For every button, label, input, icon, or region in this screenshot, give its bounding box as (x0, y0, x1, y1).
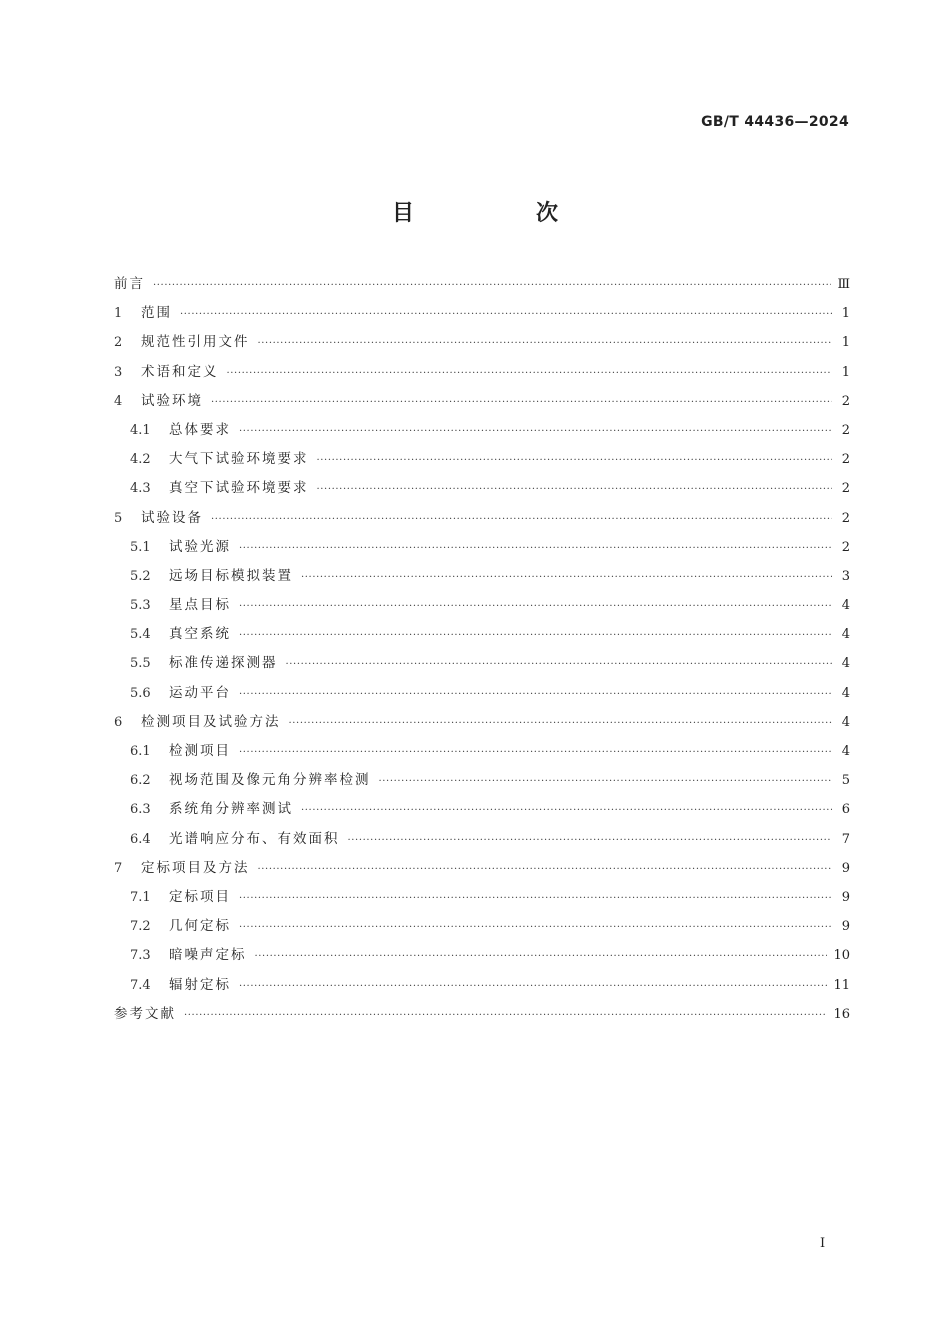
toc-entry-page: 16 (833, 1006, 850, 1022)
toc-entry-label: 真空下试验环境要求 (169, 480, 309, 497)
toc-entry-page: 5 (841, 773, 850, 789)
toc-entry-2[interactable] (114, 328, 850, 357)
toc-entry-number: 5.6 (130, 685, 151, 701)
dot-leader (180, 300, 832, 328)
toc-entry-label: 总体要求 (169, 421, 231, 438)
toc-entry-4-3[interactable] (114, 474, 850, 503)
toc-entry-page: 3 (841, 568, 850, 584)
dot-leader (348, 826, 833, 854)
toc-entry-label: 几何定标 (169, 918, 231, 935)
toc-entry-page: 7 (841, 831, 850, 847)
page-title: 目 次 (391, 201, 608, 226)
toc-entry-foreword[interactable] (114, 270, 850, 299)
toc-entry-6-1[interactable] (114, 737, 850, 766)
toc-entry-page: 10 (833, 948, 850, 964)
toc-entry-number: 6.2 (130, 773, 151, 789)
toc-entry-page: 6 (841, 802, 850, 818)
table-of-contents (114, 270, 850, 1029)
toc-entry-number: 4.3 (130, 481, 151, 497)
toc-entry-page: 4 (841, 656, 850, 672)
standard-code: GB/T 44436—2024 (701, 114, 849, 130)
toc-entry-label: 运动平台 (169, 684, 231, 701)
dot-leader (239, 972, 827, 1000)
toc-entry-5-4[interactable] (114, 620, 850, 649)
toc-entry-page: 4 (841, 598, 850, 614)
toc-entry-number: 2 (114, 335, 123, 351)
toc-entry-page: 9 (841, 919, 850, 935)
dot-leader (227, 359, 833, 387)
dot-leader (239, 621, 832, 649)
toc-entry-page: Ⅲ (837, 277, 850, 292)
toc-entry-4[interactable] (114, 387, 850, 416)
toc-entry-number: 4 (114, 393, 123, 409)
dot-leader (255, 942, 828, 970)
toc-entry-label: 试验设备 (141, 509, 203, 526)
toc-entry-page: 2 (841, 481, 850, 497)
toc-entry-number: 4.2 (130, 452, 151, 468)
toc-entry-3[interactable] (114, 358, 850, 387)
dot-leader (211, 388, 832, 416)
toc-entry-number: 7 (114, 860, 123, 876)
dot-leader (239, 417, 832, 445)
toc-entry-label: 视场范围及像元角分辨率检测 (169, 772, 371, 789)
toc-entry-label: 参考文献 (114, 1005, 176, 1022)
toc-entry-number: 5 (114, 510, 123, 526)
toc-entry-5[interactable] (114, 504, 850, 533)
toc-entry-7[interactable] (114, 854, 850, 883)
dot-leader (317, 475, 833, 503)
toc-entry-page: 2 (841, 422, 850, 438)
toc-entry-page: 4 (841, 627, 850, 643)
toc-entry-5-3[interactable] (114, 591, 850, 620)
dot-leader (289, 709, 833, 737)
toc-entry-number: 5.2 (130, 568, 151, 584)
toc-entry-page: 9 (841, 889, 850, 905)
dot-leader (211, 505, 832, 533)
toc-entry-1[interactable] (114, 299, 850, 328)
toc-entry-number: 6.3 (130, 802, 151, 818)
toc-entry-label: 远场目标模拟装置 (169, 567, 293, 584)
toc-entry-page: 2 (841, 452, 850, 468)
dot-leader (379, 767, 833, 795)
dot-leader (258, 855, 833, 883)
toc-entry-6-2[interactable] (114, 766, 850, 795)
dot-leader (301, 563, 832, 591)
dot-leader (184, 1001, 827, 1029)
toc-entry-page: 2 (841, 510, 850, 526)
toc-entry-7-4[interactable] (114, 971, 850, 1000)
toc-entry-5-1[interactable] (114, 533, 850, 562)
toc-entry-number: 4.1 (130, 422, 151, 438)
toc-entry-label: 暗噪声定标 (169, 947, 247, 964)
toc-entry-number: 6 (114, 714, 123, 730)
toc-entry-label: 真空系统 (169, 626, 231, 643)
toc-entry-5-5[interactable] (114, 649, 850, 678)
toc-entry-page: 9 (841, 860, 850, 876)
dot-leader (239, 884, 832, 912)
dot-leader (239, 680, 832, 708)
toc-entry-number: 6.1 (130, 744, 151, 759)
toc-entry-label: 系统角分辨率测试 (169, 801, 293, 818)
toc-entry-number: 6.4 (130, 831, 151, 847)
toc-entry-label: 星点目标 (169, 597, 231, 614)
toc-entry-references[interactable] (114, 1000, 850, 1029)
toc-entry-page: 2 (841, 393, 850, 409)
toc-entry-4-1[interactable] (114, 416, 850, 445)
dot-leader (239, 534, 832, 562)
toc-entry-number: 5.4 (130, 627, 151, 643)
dot-leader (317, 446, 833, 474)
dot-leader (258, 329, 833, 357)
dot-leader (239, 913, 832, 941)
toc-entry-number: 5.1 (130, 539, 151, 555)
toc-entry-label: 定标项目及方法 (141, 859, 250, 876)
toc-entry-number: 7.4 (130, 977, 151, 993)
toc-entry-number: 1 (114, 306, 123, 322)
toc-entry-label: 规范性引用文件 (141, 334, 250, 351)
toc-entry-4-2[interactable] (114, 445, 850, 474)
toc-entry-label: 定标项目 (169, 888, 231, 905)
toc-entry-number: 5.5 (130, 656, 151, 672)
toc-entry-page: 4 (841, 685, 850, 701)
toc-entry-6-3[interactable] (114, 795, 850, 824)
toc-entry-number: 7.2 (130, 919, 151, 935)
toc-entry-label: 试验光源 (169, 538, 231, 555)
toc-entry-page: 2 (841, 539, 850, 555)
toc-entry-7-1[interactable] (114, 883, 850, 912)
toc-entry-number: 3 (114, 364, 123, 380)
toc-entry-label: 大气下试验环境要求 (169, 451, 309, 468)
dot-leader (301, 796, 832, 824)
dot-leader (239, 592, 832, 620)
toc-entry-label: 辐射定标 (169, 976, 231, 993)
dot-leader (286, 650, 833, 678)
toc-entry-6[interactable] (114, 708, 850, 737)
toc-entry-page: 4 (841, 714, 850, 730)
toc-entry-number: 5.3 (130, 598, 151, 614)
dot-leader (239, 738, 832, 766)
toc-entry-label: 标准传递探测器 (169, 655, 278, 672)
toc-entry-6-4[interactable] (114, 825, 850, 854)
toc-entry-label: 光谱响应分布、有效面积 (169, 830, 340, 847)
toc-entry-label: 范围 (141, 305, 172, 322)
toc-entry-label: 前言 (114, 276, 145, 292)
toc-entry-number: 7.1 (130, 889, 151, 905)
page-number: Ⅰ (820, 1236, 826, 1251)
toc-entry-label: 检测项目 (169, 743, 231, 759)
toc-entry-page: 1 (841, 335, 850, 351)
toc-entry-5-2[interactable] (114, 562, 850, 591)
toc-entry-7-2[interactable] (114, 912, 850, 941)
toc-entry-page: 1 (841, 364, 850, 380)
toc-entry-label: 检测项目及试验方法 (141, 713, 281, 730)
toc-entry-page: 1 (841, 306, 850, 322)
toc-entry-label: 试验环境 (141, 392, 203, 409)
toc-entry-number: 7.3 (130, 948, 151, 964)
toc-entry-page: 11 (833, 977, 850, 993)
toc-entry-5-6[interactable] (114, 679, 850, 708)
toc-entry-page: 4 (841, 744, 850, 759)
toc-entry-7-3[interactable] (114, 941, 850, 970)
dot-leader (153, 271, 831, 299)
toc-entry-label: 术语和定义 (141, 363, 219, 380)
